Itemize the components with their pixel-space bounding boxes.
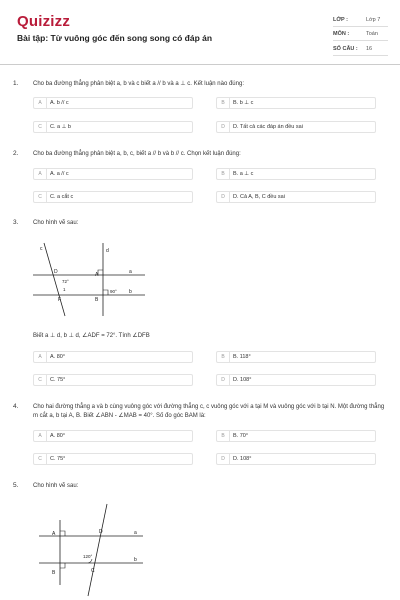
- option-letter: D: [217, 454, 230, 464]
- option-b[interactable]: [216, 430, 376, 442]
- option-letter: D: [217, 122, 230, 132]
- transversal-line: [88, 504, 107, 596]
- option-letter: C: [34, 375, 47, 385]
- option-text: D. 108°: [233, 456, 252, 462]
- meta-divider: [333, 40, 388, 41]
- option-letter: C: [34, 192, 47, 202]
- option-d[interactable]: [216, 121, 376, 133]
- label-point-d: D: [99, 529, 103, 535]
- meta-divider: [333, 26, 388, 27]
- question-text: Cho hai đường thẳng a và b cùng vuông góc với đường thẳng c, c vuông góc với a tại M và vuông góc với b tại N. Một đường thẳng m cắt a, b tại A, B. Biết ∠ABN - ∠MAB = 40°. Số đo góc BAM là:: [33, 404, 385, 419]
- option-a[interactable]: [33, 351, 193, 363]
- option-text: B. 70°: [233, 433, 249, 439]
- meta-value-count: 16: [366, 46, 373, 52]
- question-number: 2.: [13, 150, 19, 157]
- option-b[interactable]: [216, 168, 376, 180]
- option-b[interactable]: [216, 351, 376, 363]
- question-text: Cho hình vẽ sau:: [33, 483, 79, 489]
- option-c[interactable]: [33, 453, 193, 465]
- option-d[interactable]: [216, 374, 376, 386]
- label-a: a: [129, 269, 132, 275]
- option-text: B. 118°: [233, 354, 251, 360]
- right-angle-mark: [98, 270, 103, 275]
- worksheet-title: Bài tập: Từ vuông góc đến song song có đáp án: [17, 33, 213, 43]
- option-text: C. 75°: [50, 456, 66, 462]
- option-text: A. b // c: [50, 100, 69, 106]
- option-letter: B: [217, 431, 230, 441]
- option-d[interactable]: [216, 453, 376, 465]
- option-letter: C: [34, 122, 47, 132]
- option-text: A. 80°: [50, 354, 66, 360]
- label-point-b: B: [52, 570, 56, 576]
- option-a[interactable]: [33, 97, 193, 109]
- angle-label-90: 90°: [110, 289, 117, 294]
- angle-label-72: 72°: [62, 279, 69, 284]
- option-text: D. Tất cả các đáp án đều sai: [233, 124, 303, 130]
- label-point-a: A: [52, 531, 56, 537]
- option-text: B. b ⊥ c: [233, 100, 254, 106]
- option-letter: A: [34, 431, 47, 441]
- worksheet-header: [0, 0, 400, 64]
- question-text: Cho hình vẽ sau:: [33, 220, 79, 226]
- geometry-figure-q5: [33, 500, 158, 600]
- option-text: B. a ⊥ c: [233, 171, 254, 177]
- geometry-figure-q3: [33, 238, 158, 318]
- header-divider: [0, 64, 400, 65]
- option-letter: D: [217, 375, 230, 385]
- option-text: C. a ⊥ b: [50, 124, 71, 130]
- option-text: A. 80°: [50, 433, 66, 439]
- angle-label-120: 120°: [83, 554, 93, 559]
- label-point-d: D: [54, 269, 58, 275]
- question-number: 1.: [13, 80, 19, 87]
- question-text: Cho ba đường thẳng phân biệt a, b và c biết a // b và a ⊥ c. Kết luận nào đúng:: [33, 81, 244, 87]
- option-c[interactable]: [33, 191, 193, 203]
- option-b[interactable]: [216, 97, 376, 109]
- option-a[interactable]: [33, 168, 193, 180]
- option-d[interactable]: [216, 191, 376, 203]
- option-c[interactable]: [33, 121, 193, 133]
- right-angle-mark: [60, 531, 65, 536]
- label-point-f: F: [58, 297, 62, 303]
- option-c[interactable]: [33, 374, 193, 386]
- question-number: 4.: [13, 403, 19, 410]
- label-b: b: [129, 289, 132, 295]
- meta-divider: [333, 55, 388, 56]
- option-letter: C: [34, 454, 47, 464]
- option-letter: A: [34, 169, 47, 179]
- option-letter: A: [34, 352, 47, 362]
- question-number: 3.: [13, 219, 19, 226]
- question-number: 5.: [13, 482, 19, 489]
- question-text: Cho ba đường thẳng phân biệt a, b, c, biết a // b và b // c. Chọn kết luận đúng:: [33, 151, 241, 157]
- label-b: b: [134, 557, 137, 563]
- label-point-c: C: [91, 568, 95, 574]
- meta-label-count: SỐ CÂU :: [333, 46, 358, 52]
- option-letter: D: [217, 192, 230, 202]
- label-point-b: B: [95, 297, 99, 303]
- option-letter: B: [217, 98, 230, 108]
- meta-label-class: LỚP :: [333, 17, 348, 23]
- option-letter: A: [34, 98, 47, 108]
- label-d: d: [106, 248, 109, 254]
- meta-value-class: Lớp 7: [366, 17, 381, 23]
- label-point-a: A: [95, 272, 99, 278]
- option-letter: B: [217, 169, 230, 179]
- angle-number-1: 1: [63, 287, 66, 292]
- question-detail: Biết a ⊥ d, b ⊥ d, ∠ADF = 72°. Tính ∠DFB: [33, 333, 150, 339]
- right-angle-mark: [103, 290, 108, 295]
- meta-value-subject: Toán: [366, 31, 378, 37]
- option-text: C. 75°: [50, 377, 66, 383]
- option-a[interactable]: [33, 430, 193, 442]
- option-text: D. Cả A, B, C đều sai: [233, 194, 285, 200]
- right-angle-mark: [60, 563, 65, 568]
- option-text: A. a // c: [50, 171, 69, 177]
- option-text: D. 108°: [233, 377, 252, 383]
- label-a: a: [134, 530, 137, 536]
- meta-label-subject: MÔN :: [333, 31, 350, 37]
- angle-arc: [88, 559, 92, 563]
- label-c: c: [40, 246, 43, 252]
- option-letter: B: [217, 352, 230, 362]
- quizizz-logo[interactable]: Quizizz: [17, 13, 71, 30]
- option-text: C. a cắt c: [50, 194, 74, 200]
